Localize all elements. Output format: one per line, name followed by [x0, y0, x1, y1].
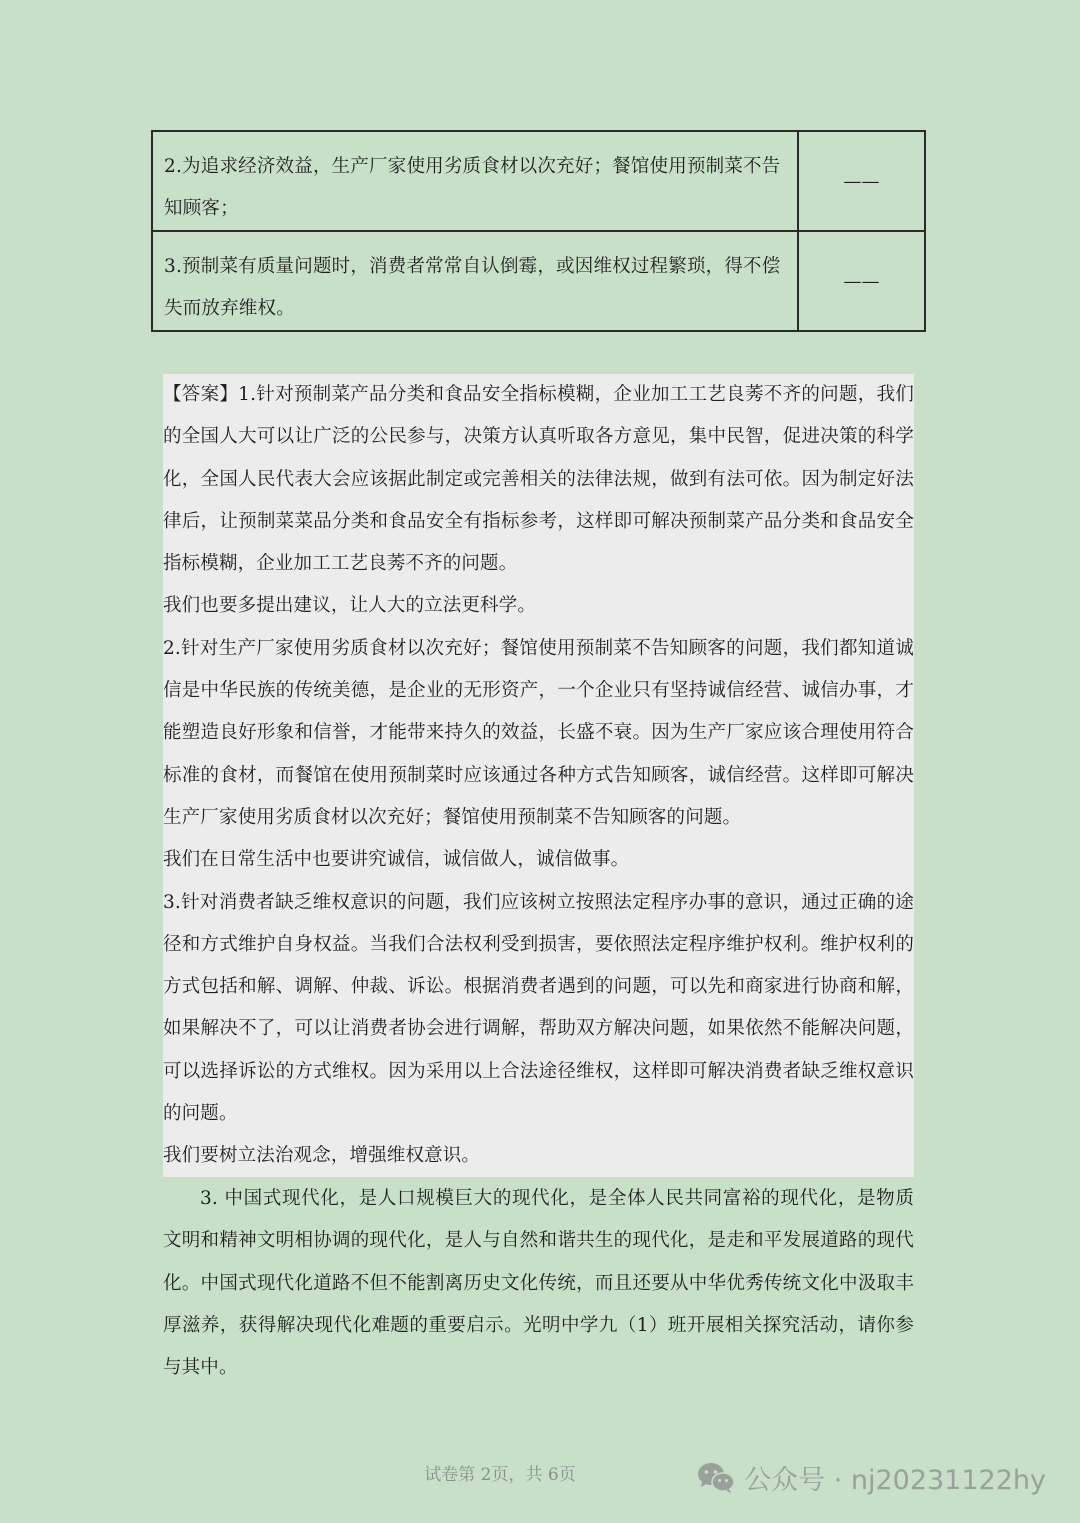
watermark-text: 公众号 · nj20231122hy	[744, 1465, 1046, 1496]
answer-paragraph: 我们在日常生活中也要讲究诚信，诚信做人，诚信做事。	[163, 849, 630, 871]
answer-block	[163, 374, 914, 1177]
table-cell-issue: 3.预制菜有质量问题时，消费者常常自认倒霉，或因维权过程繁琐，得不偿失而放弃维权。	[152, 231, 798, 331]
answer-paragraph: 我们也要多提出建议，让人大的立法更科学。	[163, 595, 537, 617]
table-cell-blank: ——	[798, 231, 925, 331]
question-3-text: 3. 中国式现代化，是人口规模巨大的现代化，是全体人民共同富裕的现代化，是物质文明和精神文明相协调的现代化，是人与自然和谐共生的现代化，是走和平发展道路的现代化。中国式现代化道路不但不能割离历史文化传统，而且还要从中华优秀传统文化中汲取丰厚滋养，获得解决现代化难题的重要启示。光明中学九（1）班开展相关探究活动，请你参与其中。	[163, 1188, 914, 1379]
wechat-icon	[696, 1461, 736, 1495]
answer-paragraph: 【答案】1.针对预制菜产品分类和食品安全指标模糊，企业加工工艺良莠不齐的问题，我们的全国人大可以让广泛的公民参与，决策方认真听取各方意见，集中民智，促进决策的科学化，全国人民代表大会应该据此制定或完善相关的法律法规，做到有法可依。因为制定好法律后，让预制菜菜品分类和食品安全有指标参考，这样即可解决预制菜产品分类和食品安全指标模糊，企业加工工艺良莠不齐的问题。	[163, 384, 914, 575]
question-3	[163, 1178, 914, 1389]
table-cell-blank: ——	[798, 131, 925, 231]
table-row	[152, 131, 925, 231]
issue-table	[151, 130, 926, 332]
watermark	[696, 1458, 1046, 1497]
answer-paragraph: 我们要树立法治观念，增强维权意识。	[163, 1145, 481, 1167]
answer-paragraph: 3.针对消费者缺乏维权意识的问题，我们应该树立按照法定程序办事的意识，通过正确的途径和方式维护自身权益。当我们合法权利受到损害，要依照法定程序维护权利。维护权利的方式包括和解、调解、仲裁、诉讼。根据消费者遇到的问题，可以先和商家进行协商和解，如果解决不了，可以让消费者协会进行调解，帮助双方解决问题，如果依然不能解决问题，可以选择诉讼的方式维权。因为采用以上合法途径维权，这样即可解决消费者缺乏维权意识的问题。	[163, 891, 914, 1125]
answer-paragraph: 2.针对生产厂家使用劣质食材以次充好；餐馆使用预制菜不告知顾客的问题，我们都知道诚信是中华民族的传统美德，是企业的无形资产，一个企业只有坚持诚信经营、诚信办事，才能塑造良好形象和信誉，才能带来持久的效益，长盛不衰。因为生产厂家应该合理使用符合标准的食材，而餐馆在使用预制菜时应该通过各种方式告知顾客，诚信经营。这样即可解决生产厂家使用劣质食材以次充好；餐馆使用预制菜不告知顾客的问题。	[163, 637, 914, 828]
page-number: 试卷第 2页，共 6页	[424, 1465, 576, 1485]
table-cell-issue: 2.为追求经济效益，生产厂家使用劣质食材以次充好；餐馆使用预制菜不告知顾客；	[152, 131, 798, 231]
table-row	[152, 231, 925, 331]
